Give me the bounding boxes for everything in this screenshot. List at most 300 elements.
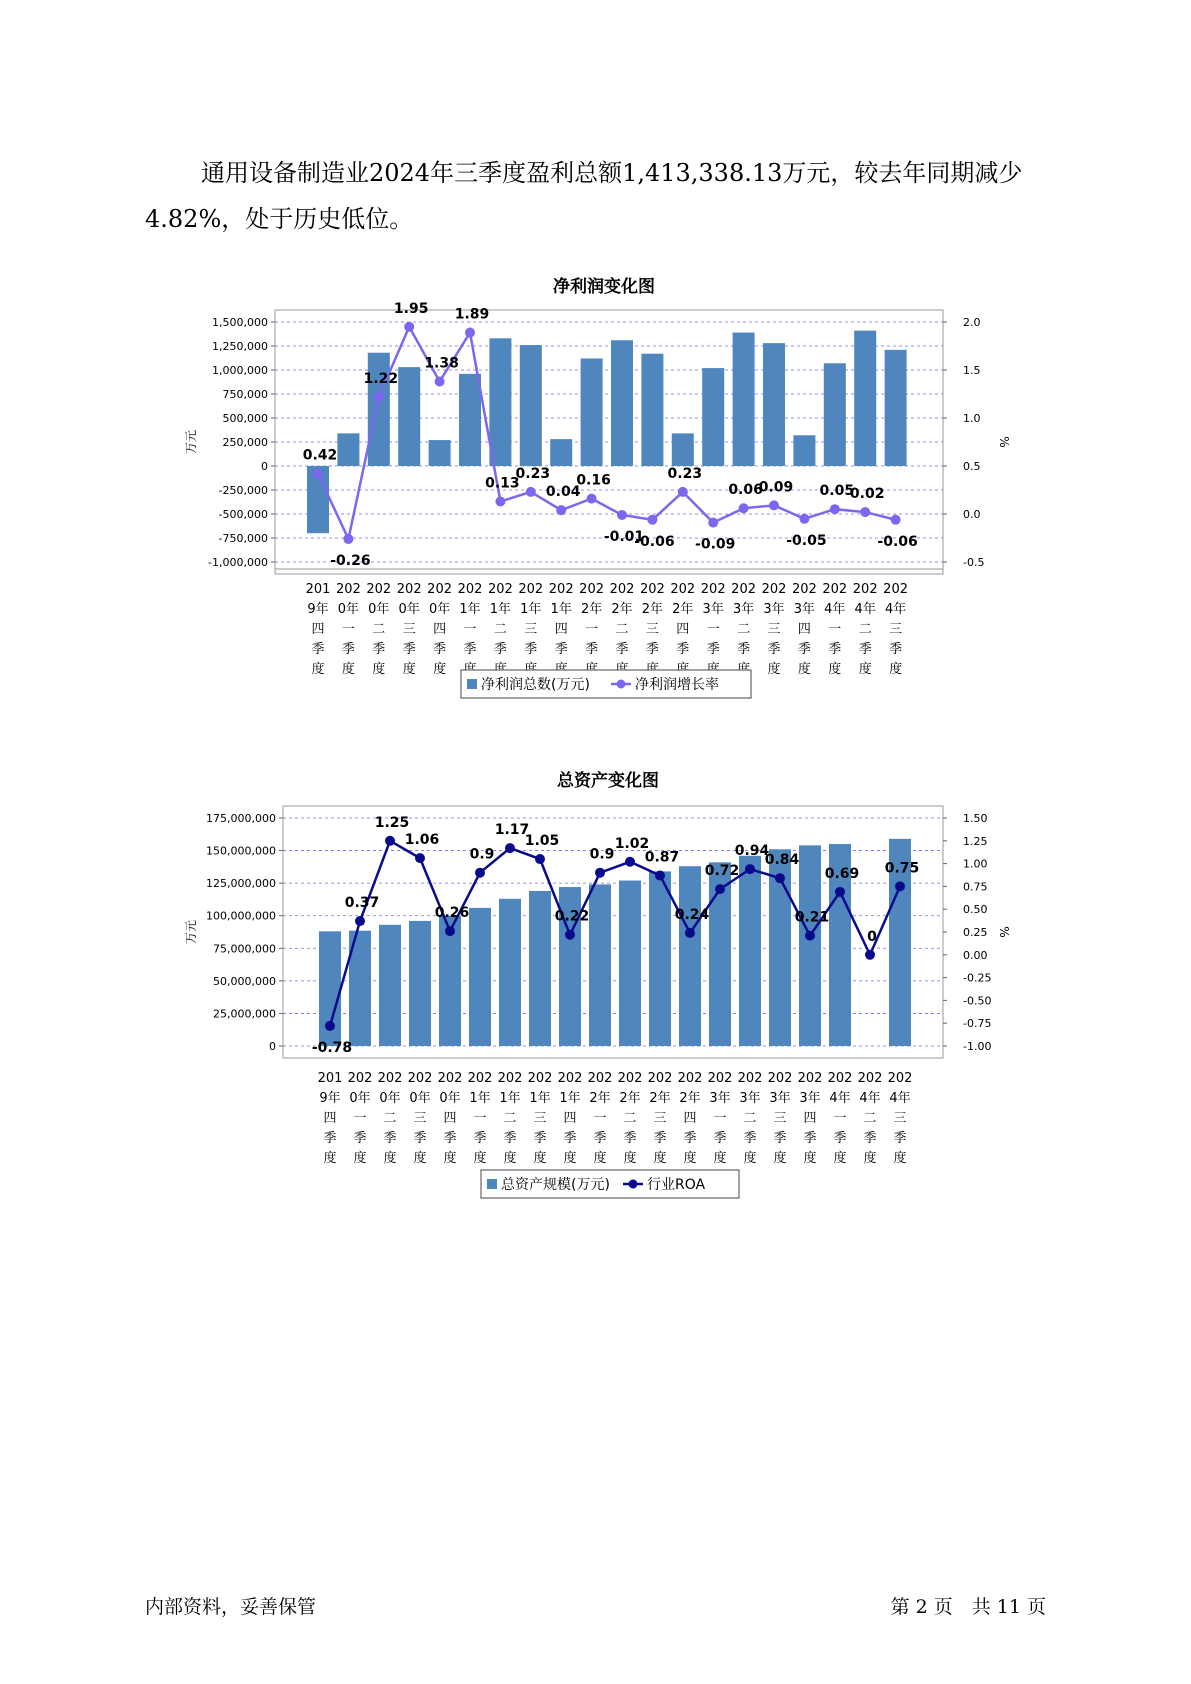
line-point <box>505 843 515 853</box>
y2-tick-label: -0.5 <box>963 556 985 569</box>
y-tick-label: 150,000,000 <box>206 844 276 858</box>
y2-tick-label: 1.00 <box>963 857 988 871</box>
line-point <box>343 534 353 544</box>
x-tick-line: 202 <box>366 582 392 597</box>
x-tick-line: 202 <box>761 582 787 597</box>
y2-axis-label: % <box>997 436 1011 448</box>
legend-label-line: 行业ROA <box>647 1177 706 1193</box>
chart-title: 总资产变化图 <box>557 771 659 791</box>
x-tick-label <box>678 1071 703 1166</box>
x-tick-line: 季 <box>676 642 690 657</box>
x-tick-line: 202 <box>767 1071 793 1086</box>
x-tick-label <box>468 1071 493 1166</box>
bar <box>702 368 724 466</box>
x-tick-line: 一 <box>353 1111 367 1126</box>
y-tick-label: 0 <box>269 1040 276 1053</box>
bar <box>733 333 755 466</box>
x-tick-label <box>549 582 574 677</box>
y2-tick-label: -0.25 <box>963 971 992 985</box>
x-tick-line: 度 <box>743 1151 757 1166</box>
data-label: 0.04 <box>545 484 581 501</box>
x-tick-line: 4年 <box>859 1091 881 1106</box>
line-point <box>556 505 566 515</box>
x-tick-line: 一 <box>463 622 477 637</box>
x-tick-line: 度 <box>773 1151 787 1166</box>
x-tick-line: 1年 <box>469 1091 491 1106</box>
x-tick-line: 度 <box>593 1151 607 1166</box>
line-point <box>685 928 695 938</box>
x-tick-line: 季 <box>533 1131 547 1146</box>
x-tick-label <box>397 582 422 677</box>
data-label: 0.09 <box>758 479 794 496</box>
data-label: 0.9 <box>589 846 615 863</box>
line-point <box>526 487 536 497</box>
x-tick-line: 3年 <box>709 1091 731 1106</box>
x-tick-line: 季 <box>743 1131 757 1146</box>
x-tick-line: 202 <box>557 1071 583 1086</box>
x-tick-line: 202 <box>609 582 635 597</box>
x-tick-label <box>828 1071 853 1166</box>
x-tick-line: 度 <box>683 1151 697 1166</box>
bar <box>429 440 451 466</box>
x-tick-line: 0年 <box>398 602 420 617</box>
line-point <box>535 854 545 864</box>
bar <box>679 866 701 1046</box>
line-point <box>617 510 627 520</box>
x-tick-line: 三 <box>767 622 781 637</box>
x-tick-line: 度 <box>563 1151 577 1166</box>
x-tick-line: 202 <box>883 582 909 597</box>
x-tick-line: 202 <box>887 1071 913 1086</box>
x-tick-line: 度 <box>828 662 842 677</box>
bar <box>368 353 390 466</box>
x-tick-line: 一 <box>473 1111 487 1126</box>
line-point <box>860 507 870 517</box>
x-tick-line: 度 <box>372 662 386 677</box>
data-label: 1.05 <box>524 833 560 850</box>
line-point <box>374 392 384 402</box>
x-tick-line: 季 <box>524 642 538 657</box>
x-tick-line: 三 <box>524 622 538 637</box>
x-tick-line: 三 <box>413 1111 427 1126</box>
x-tick-line: 2年 <box>641 602 664 617</box>
x-tick-line: 202 <box>487 582 513 597</box>
x-tick-line: 季 <box>828 642 842 657</box>
y2-tick-label: 1.0 <box>963 412 981 425</box>
data-label: 0.24 <box>674 906 710 923</box>
data-label: 1.38 <box>424 355 459 372</box>
line-point <box>565 930 575 940</box>
x-tick-line: 季 <box>503 1131 517 1146</box>
x-tick-line: 四 <box>311 622 325 637</box>
x-tick-line: 度 <box>341 662 355 677</box>
x-tick-line: 一 <box>706 622 720 637</box>
x-tick-line: 季 <box>889 642 903 657</box>
x-tick-line: 202 <box>707 1071 733 1086</box>
x-tick-label <box>458 582 483 677</box>
x-tick-line: 0年 <box>368 602 390 617</box>
x-tick-line: 四 <box>683 1111 697 1126</box>
x-tick-line: 202 <box>639 582 665 597</box>
y2-tick-label: 0.25 <box>963 926 988 939</box>
x-tick-label <box>408 1071 433 1166</box>
x-tick-line: 1年 <box>550 602 572 617</box>
data-label: -0.09 <box>695 536 736 553</box>
x-tick-line: 度 <box>767 662 781 677</box>
x-tick-line: 202 <box>617 1071 643 1086</box>
x-tick-label <box>579 582 604 677</box>
bar <box>824 363 846 466</box>
bar <box>581 358 603 466</box>
data-label: 0.23 <box>515 465 551 482</box>
x-tick-line: 季 <box>858 642 872 657</box>
data-label: 0.22 <box>554 908 590 925</box>
x-tick-line: 0年 <box>337 602 360 617</box>
x-tick-line: 季 <box>413 1131 427 1146</box>
x-tick-line: 三 <box>533 1111 547 1126</box>
y-tick-label: 175,000,000 <box>206 812 276 825</box>
x-tick-line: 0年 <box>349 1091 371 1106</box>
line-point <box>678 487 688 497</box>
y-tick-label: 0 <box>261 460 268 473</box>
x-tick-line: 0年 <box>409 1091 431 1106</box>
x-tick-line: 202 <box>497 1071 523 1086</box>
data-label: 0.02 <box>849 486 885 503</box>
x-tick-line: 度 <box>797 662 811 677</box>
y2-tick-label: -0.50 <box>963 994 992 1008</box>
x-tick-line: 季 <box>593 1131 607 1146</box>
y-tick-label: -250,000 <box>218 484 268 497</box>
line-point <box>625 857 635 867</box>
x-tick-line: 度 <box>533 1151 547 1166</box>
x-tick-line: 0年 <box>379 1091 401 1106</box>
x-tick-line: 202 <box>852 582 878 597</box>
x-tick-label <box>853 582 878 677</box>
x-tick-line: 季 <box>653 1131 667 1146</box>
x-tick-label <box>438 1071 463 1166</box>
legend-label-bar: 净利润总数(万元) <box>481 677 590 693</box>
x-tick-line: 202 <box>427 582 453 597</box>
footer-confidential-note: 内部资料，妥善保管 <box>145 1596 317 1618</box>
y-tick-label: 750,000 <box>222 388 268 401</box>
bar <box>763 343 785 466</box>
y2-tick-label: -0.75 <box>963 1017 992 1031</box>
x-tick-line: 季 <box>683 1131 697 1146</box>
x-tick-label <box>858 1071 883 1166</box>
x-tick-line: 季 <box>623 1131 637 1146</box>
x-tick-line: 202 <box>587 1071 613 1086</box>
net-profit-chart <box>0 270 1191 710</box>
y-tick-label: 100,000,000 <box>206 909 276 923</box>
x-tick-label <box>306 582 331 677</box>
x-tick-label <box>731 582 756 677</box>
x-tick-line: 季 <box>713 1131 727 1146</box>
x-tick-line: 202 <box>670 582 696 597</box>
data-label: 1.06 <box>404 832 440 849</box>
total-assets-chart <box>0 770 1191 1200</box>
x-tick-line: 度 <box>889 662 903 677</box>
x-tick-line: 202 <box>377 1071 403 1086</box>
x-tick-label <box>498 1071 523 1166</box>
x-tick-label <box>518 582 543 677</box>
x-tick-line: 202 <box>827 1071 853 1086</box>
x-tick-line: 度 <box>402 662 416 677</box>
legend-label-line: 净利润增长率 <box>635 677 719 693</box>
x-tick-label <box>822 582 847 677</box>
bar <box>520 345 542 466</box>
y-tick-label: -1,000,000 <box>208 556 268 569</box>
bar <box>398 367 420 466</box>
x-tick-line: 3年 <box>799 1091 821 1106</box>
x-tick-line: 季 <box>767 642 781 657</box>
data-label: 0.84 <box>764 852 800 869</box>
bar <box>529 891 551 1046</box>
y2-tick-label: -1.00 <box>963 1040 992 1053</box>
x-tick-line: 202 <box>396 582 422 597</box>
x-tick-label <box>738 1071 763 1166</box>
x-tick-line: 一 <box>341 622 355 637</box>
x-tick-line: 4年 <box>884 602 907 617</box>
x-tick-line: 0年 <box>439 1091 461 1106</box>
x-tick-label <box>588 1071 613 1166</box>
x-tick-label <box>768 1071 793 1166</box>
x-tick-line: 季 <box>615 642 629 657</box>
x-tick-label <box>648 1071 673 1166</box>
y-tick-label: 1,250,000 <box>212 340 268 353</box>
x-tick-label <box>378 1071 403 1166</box>
y-axis-label: 万元 <box>184 429 198 455</box>
x-tick-label <box>888 1071 913 1166</box>
x-tick-line: 202 <box>548 582 574 597</box>
x-tick-line: 3年 <box>702 602 724 617</box>
x-tick-line: 三 <box>402 622 416 637</box>
x-tick-label <box>798 1071 823 1166</box>
x-tick-line: 二 <box>503 1111 517 1126</box>
y-tick-label: -750,000 <box>218 532 268 545</box>
data-label: 1.95 <box>393 300 429 317</box>
y-tick-label: 500,000 <box>222 412 268 425</box>
x-tick-line: 二 <box>615 622 629 637</box>
bar <box>739 856 761 1046</box>
x-tick-line: 2年 <box>580 602 603 617</box>
legend-swatch-bar <box>467 679 477 689</box>
x-tick-line: 季 <box>323 1131 337 1146</box>
x-tick-line: 二 <box>737 622 751 637</box>
x-tick-line: 202 <box>527 1071 553 1086</box>
x-tick-line: 度 <box>503 1151 517 1166</box>
x-tick-label <box>558 1071 583 1166</box>
x-tick-line: 一 <box>828 622 842 637</box>
data-label: 0.72 <box>704 863 740 880</box>
line-point <box>830 504 840 514</box>
x-tick-line: 季 <box>554 642 568 657</box>
x-tick-line: 度 <box>311 662 325 677</box>
x-tick-label <box>762 582 787 677</box>
bar <box>611 340 633 466</box>
bar <box>619 881 641 1046</box>
line-point <box>495 497 505 507</box>
data-label: 1.89 <box>454 306 490 323</box>
x-tick-line: 四 <box>443 1111 457 1126</box>
x-tick-line: 202 <box>822 582 848 597</box>
x-tick-line: 3年 <box>732 602 755 617</box>
x-tick-line: 季 <box>353 1131 367 1146</box>
x-tick-line: 4年 <box>824 602 846 617</box>
y2-tick-label: 0.5 <box>963 460 981 473</box>
line-point <box>805 931 815 941</box>
line-point <box>587 494 597 504</box>
bar <box>799 845 821 1046</box>
x-tick-line: 202 <box>437 1071 463 1086</box>
x-tick-line: 三 <box>773 1111 787 1126</box>
x-tick-line: 202 <box>407 1071 433 1086</box>
x-tick-line: 度 <box>863 1151 877 1166</box>
line-point <box>745 864 755 874</box>
y-axis-label: 万元 <box>184 919 198 945</box>
x-tick-line: 度 <box>433 662 447 677</box>
x-tick-line: 度 <box>383 1151 397 1166</box>
data-label: 0.87 <box>644 849 680 866</box>
data-label: 0.69 <box>824 865 860 882</box>
x-tick-line: 3年 <box>763 602 785 617</box>
data-label: 0.05 <box>819 483 855 500</box>
x-tick-label <box>318 1071 343 1166</box>
data-label: -0.78 <box>311 1039 353 1056</box>
x-tick-label <box>348 1071 373 1166</box>
x-tick-line: 1年 <box>559 1091 581 1106</box>
x-tick-line: 度 <box>893 1151 907 1166</box>
line-point <box>435 377 445 387</box>
bar <box>337 433 359 466</box>
x-tick-label <box>670 582 695 677</box>
bar <box>885 350 907 466</box>
line-point <box>647 515 657 525</box>
x-tick-label <box>427 582 452 677</box>
x-tick-line: 2年 <box>672 602 694 617</box>
x-tick-line: 202 <box>677 1071 703 1086</box>
x-tick-line: 四 <box>797 622 811 637</box>
x-tick-line: 2年 <box>649 1091 671 1106</box>
data-label: -0.06 <box>634 533 675 550</box>
x-tick-label <box>618 1071 643 1166</box>
x-tick-line: 度 <box>413 1151 427 1166</box>
x-tick-line: 2年 <box>679 1091 701 1106</box>
x-tick-line: 3年 <box>739 1091 761 1106</box>
x-tick-line: 4年 <box>889 1091 911 1106</box>
x-tick-line: 季 <box>803 1131 817 1146</box>
x-tick-line: 四 <box>554 622 568 637</box>
bar <box>672 433 694 466</box>
x-tick-line: 二 <box>493 622 507 637</box>
x-tick-line: 1年 <box>499 1091 521 1106</box>
y2-tick-label: 0.50 <box>963 903 988 917</box>
x-tick-line: 2年 <box>589 1091 611 1106</box>
x-tick-line: 三 <box>889 622 903 637</box>
x-tick-line: 202 <box>737 1071 763 1086</box>
line-point <box>404 322 414 332</box>
line-point <box>775 873 785 883</box>
bar <box>469 908 491 1046</box>
line-point <box>475 868 485 878</box>
y2-tick-label: 1.5 <box>963 364 981 377</box>
y2-tick-label: 0.00 <box>963 948 988 962</box>
x-tick-line: 季 <box>797 642 811 657</box>
line-point <box>895 881 905 891</box>
x-tick-line: 四 <box>803 1111 817 1126</box>
x-tick-line: 202 <box>797 1071 823 1086</box>
data-label: 0.94 <box>734 843 770 860</box>
x-tick-line: 季 <box>773 1131 787 1146</box>
x-tick-label <box>336 582 361 677</box>
x-tick-line: 3年 <box>793 602 816 617</box>
x-tick-line: 季 <box>443 1131 457 1146</box>
x-tick-line: 季 <box>433 642 447 657</box>
data-label: 1.25 <box>374 814 410 831</box>
x-tick-label <box>708 1071 733 1166</box>
x-tick-line: 3年 <box>769 1091 791 1106</box>
x-tick-line: 202 <box>857 1071 883 1086</box>
x-tick-line: 二 <box>863 1111 877 1126</box>
x-tick-line: 四 <box>433 622 447 637</box>
y2-axis-label: % <box>997 926 1011 938</box>
x-tick-line: 一 <box>585 622 599 637</box>
x-tick-line: 度 <box>443 1151 457 1166</box>
y2-tick-label: 0.0 <box>963 508 981 521</box>
y-tick-label: 1,500,000 <box>212 316 268 329</box>
bar <box>589 884 611 1046</box>
bar <box>550 439 572 466</box>
x-tick-line: 一 <box>593 1111 607 1126</box>
x-tick-line: 季 <box>402 642 416 657</box>
x-tick-line: 1年 <box>520 602 542 617</box>
data-label: 0.26 <box>434 905 470 922</box>
x-tick-line: 0年 <box>428 602 451 617</box>
x-tick-line: 三 <box>653 1111 667 1126</box>
bar <box>793 435 815 466</box>
line-point <box>595 868 605 878</box>
x-tick-line: 季 <box>341 642 355 657</box>
line-point <box>835 887 845 897</box>
line-point <box>385 836 395 846</box>
x-tick-label <box>883 582 908 677</box>
y2-tick-label: 1.25 <box>963 834 988 848</box>
data-label: 0.16 <box>576 472 611 489</box>
x-tick-line: 一 <box>713 1111 727 1126</box>
data-label: 0.21 <box>794 909 830 926</box>
line-point <box>769 500 779 510</box>
data-label: -0.05 <box>786 532 827 549</box>
x-tick-line: 季 <box>645 642 659 657</box>
x-tick-label <box>610 582 635 677</box>
y-tick-label: 25,000,000 <box>213 1007 276 1021</box>
line-point <box>865 950 875 960</box>
x-tick-line: 季 <box>706 642 720 657</box>
x-tick-line: 202 <box>335 582 361 597</box>
x-tick-line: 度 <box>473 1151 487 1166</box>
data-label: 1.22 <box>363 370 399 387</box>
data-label: -0.26 <box>330 552 371 569</box>
x-tick-line: 三 <box>893 1111 907 1126</box>
x-tick-line: 四 <box>563 1111 577 1126</box>
data-label: 0.37 <box>344 895 380 912</box>
x-tick-line: 202 <box>647 1071 673 1086</box>
bar <box>854 331 876 466</box>
x-tick-line: 一 <box>833 1111 847 1126</box>
data-label: 0.06 <box>728 482 763 499</box>
data-label: 0.42 <box>302 447 338 464</box>
bar <box>641 354 663 466</box>
y-tick-label: 50,000,000 <box>213 974 276 988</box>
